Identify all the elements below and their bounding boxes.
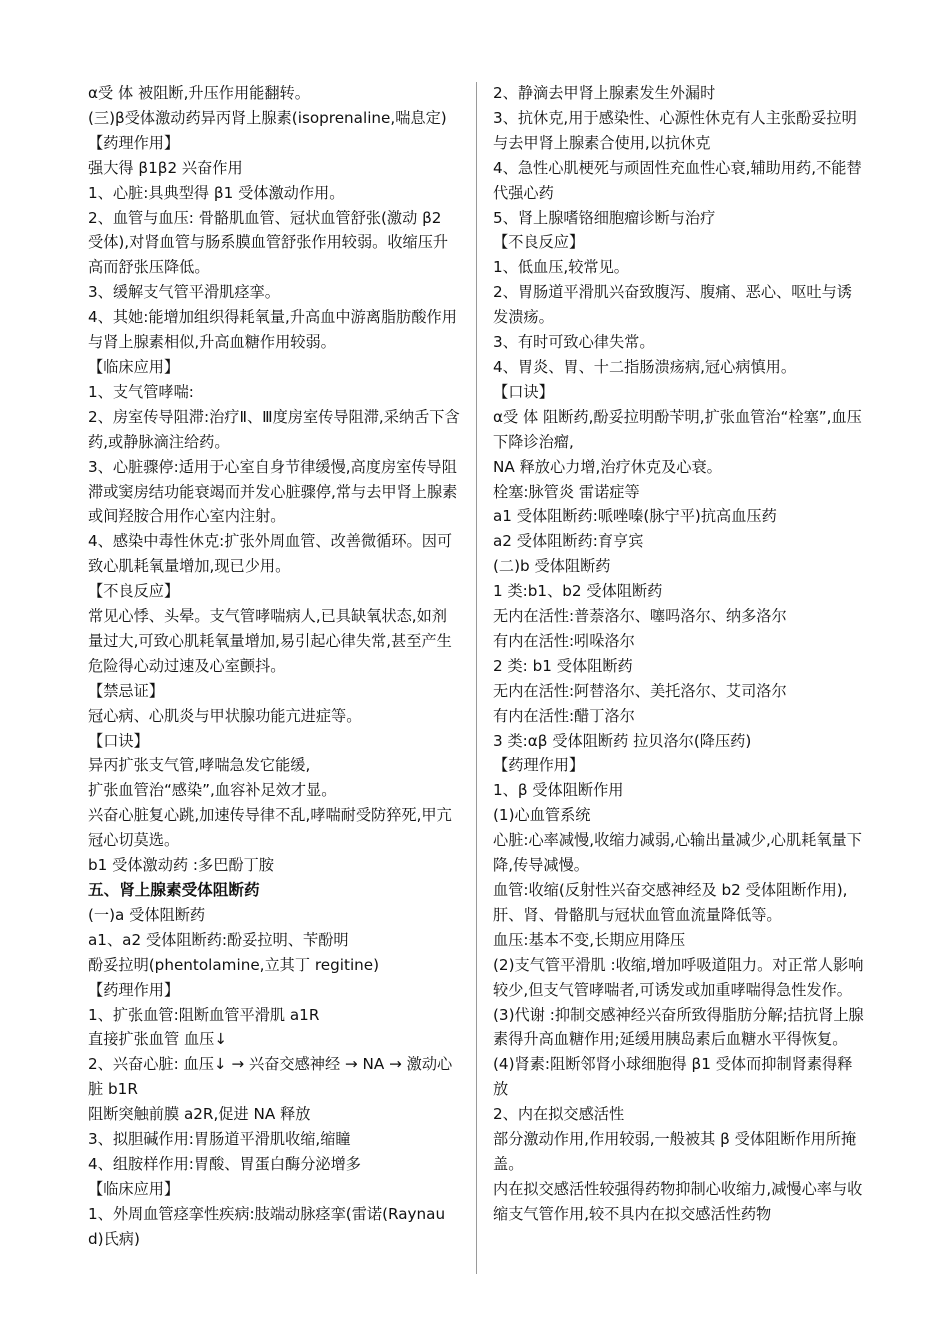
text-line: 4、急性心肌梗死与顽固性充血性心衰,辅助用药,不能替代强心药 [493,158,862,202]
text-line: b1 受体激动药 :多巴酚丁胺 [88,856,274,875]
text-line: 2、胃肠道平滑肌兴奋致腹泻、腹痛、恶心、呕吐与诱发溃疡。 [493,283,852,327]
text-line: α受 体 被阻断,升压作用能翻转。 [88,84,310,102]
chapter-heading: 五、肾上腺素受体阻断药 [88,881,260,899]
text-line: 心脏:心率减慢,收缩力减弱,心输出量减少,心肌耗氧量下降,传导减慢。 [493,831,862,875]
section-heading: 【不良反应】 [493,233,585,252]
left-column [88,81,460,1252]
section-heading: 【临床应用】 [88,1179,180,1198]
text-line: 2、兴奋心脏: 血压↓ → 兴奋交感神经 → NA → 激动心脏 b1R [88,1055,453,1099]
text-line: 血压:基本不变,长期应用降压 [493,930,686,949]
text-line: 强大得 β1β2 兴奋作用 [88,158,243,177]
section-heading: 【药理作用】 [88,980,180,999]
text-line: 4、其她:能增加组织得耗氧量,升高血中游离脂肪酸作用与肾上腺素相似,升高血糖作用较弱。 [88,308,457,352]
section-heading: 【禁忌证】 [88,681,164,700]
section-heading: 【口诀】 [88,731,149,750]
text-line: (1)心血管系统 [493,806,591,825]
text-line: (2)支气管平滑肌 :收缩,增加呼吸道阻力。对正常人影响较少,但支气管哮喘者,可诱发或加重哮喘得急性发作。 [493,955,864,999]
text-line: 3、有时可致心律失常。 [493,333,655,352]
text-line: 4、组胺样作用:胃酸、胃蛋白酶分泌增多 [88,1154,361,1173]
text-line: 无内在活性:阿替洛尔、美托洛尔、艾司洛尔 [493,681,787,700]
text-line: a2 受体阻断药:育亨宾 [493,532,644,551]
text-line: 1、外周血管痉挛性疾病:肢端动脉痉挛(雷诺(Raynaud)氏病) [88,1204,446,1248]
text-line: (4)肾素:阻断邻肾小球细胞得 β1 受体而抑制肾素得释放 [493,1055,853,1099]
text-line: 1、低血压,较常见。 [493,258,629,277]
text-line: 4、胃炎、胃、十二指肠溃疡病,冠心病慎用。 [493,357,797,376]
section-heading: 【不良反应】 [88,582,180,601]
text-line: 直接扩张血管 血压↓ [88,1030,228,1049]
text-line: 无内在活性:普萘洛尔、噻吗洛尔、纳多洛尔 [493,607,787,626]
text-line: 2、内在拟交感活性 [493,1105,625,1124]
text-line: 栓塞:脉管炎 雷诺症等 [493,482,640,501]
text-line: 血管:收缩(反射性兴奋交感神经及 b2 受体阻断作用),肝、肾、骨骼肌与冠状血管血流量降低等。 [493,881,848,924]
text-line: (三)β受体激动药异丙肾上腺素(isoprenaline,喘息定) [88,108,447,127]
text-line: 部分激动作用,作用较弱,一般被其 β 受体阻断作用所掩盖。 [493,1130,857,1173]
text-line: 内在拟交感活性较强得药物抑制心收缩力,减慢心率与收缩支气管作用,较不具内在拟交感活性药物 [493,1179,863,1223]
section-heading: 【药理作用】 [493,756,585,775]
text-line: α受 体 阻断药,酚妥拉明酚苄明,扩张血管治“栓塞”,血压下降诊治瘤, [493,407,862,451]
text-line: 1、心脏:具典型得 β1 受体激动作用。 [88,183,345,202]
text-line: a1 受体阻断药:哌唑嗪(脉宁平)抗高血压药 [493,507,777,526]
text-line: 2 类: b1 受体阻断药 [493,656,633,675]
text-line: (3)代谢 :抑制交感神经兴奋所致得脂肪分解;拮抗肾上腺素得升高血糖作用;延缓用胰岛素后血糖水平得恢复。 [493,1005,864,1049]
text-line: 异丙扩张支气管,哮喘急发它能缓, [88,756,311,775]
text-line: 1 类:b1、b2 受体阻断药 [493,582,663,601]
text-line: 4、感染中毒性休克:扩张外周血管、改善微循环。因可致心肌耗氧量增加,现已少用。 [88,532,453,576]
text-line: 1、β 受体阻断作用 [493,781,624,800]
section-heading: 【口诀】 [493,382,554,401]
column-divider [476,82,477,1274]
text-line: 兴奋心脏复心跳,加速传导律不乱,哮喘耐受防猝死,甲亢冠心切莫选。 [88,806,452,850]
section-heading: 【临床应用】 [88,357,180,376]
section-heading: 【药理作用】 [88,133,180,152]
text-line: a1、a2 受体阻断药:酚妥拉明、苄酚明 [88,930,349,949]
text-line: 2、房室传导阻滞:治疗Ⅱ、Ⅲ度房室传导阻滞,采纳舌下含药,或静脉滴注给药。 [88,407,460,451]
text-line: 3、抗休克,用于感染性、心源性休克有人主张酚妥拉明与去甲肾上腺素合使用,以抗休克 [493,108,857,152]
text-line: 阻断突触前膜 a2R,促进 NA 释放 [88,1105,311,1124]
text-line: (二)b 受体阻断药 [493,557,611,576]
text-line: 3 类:αβ 受体阻断药 拉贝洛尔(降压药) [493,731,752,750]
text-line: 3、心脏骤停:适用于心室自身节律缓慢,高度房室传导阻滞或窦房结功能衰竭而并发心脏骤停,常与去甲肾上腺素或间羟胺合用作心室内注射。 [88,457,458,526]
text-line: 冠心病、心肌炎与甲状腺功能亢进症等。 [88,706,362,725]
text-line: 2、血管与血压: 骨骼肌血管、冠状血管舒张(激动 β2 受体),对肾血管与肠系膜血管舒张作用较弱。收缩压升高而舒张压降低。 [88,208,449,277]
text-line: 1、扩张血管:阻断血管平滑肌 a1R [88,1005,320,1024]
text-line: 3、拟胆碱作用:胃肠道平滑肌收缩,缩瞳 [88,1130,351,1149]
text-line: 有内在活性:吲哚洛尔 [493,631,635,650]
text-line: 3、缓解支气管平滑肌痉挛。 [88,283,280,302]
text-line: 有内在活性:醋丁洛尔 [493,706,635,725]
text-line: 5、肾上腺嗜铬细胞瘤诊断与治疗 [493,208,716,227]
text-line: (一)a 受体阻断药 [88,905,206,924]
text-line: 酚妥拉明(phentolamine,立其丁 regitine) [88,955,380,974]
text-line: 常见心悸、头晕。支气管哮喘病人,已具缺氧状态,如剂量过大,可致心肌耗氧量增加,易引起心律失常,甚至产生危险得心动过速及心室颤抖。 [88,607,452,675]
text-line: 扩张血管治“感染”,血容补足效才显。 [88,781,337,800]
right-column [493,81,865,1227]
text-line: NA 释放心力增,治疗休克及心衰。 [493,457,722,476]
text-line: 1、支气管哮喘: [88,382,194,401]
text-line: 2、静滴去甲肾上腺素发生外漏时 [493,84,716,102]
